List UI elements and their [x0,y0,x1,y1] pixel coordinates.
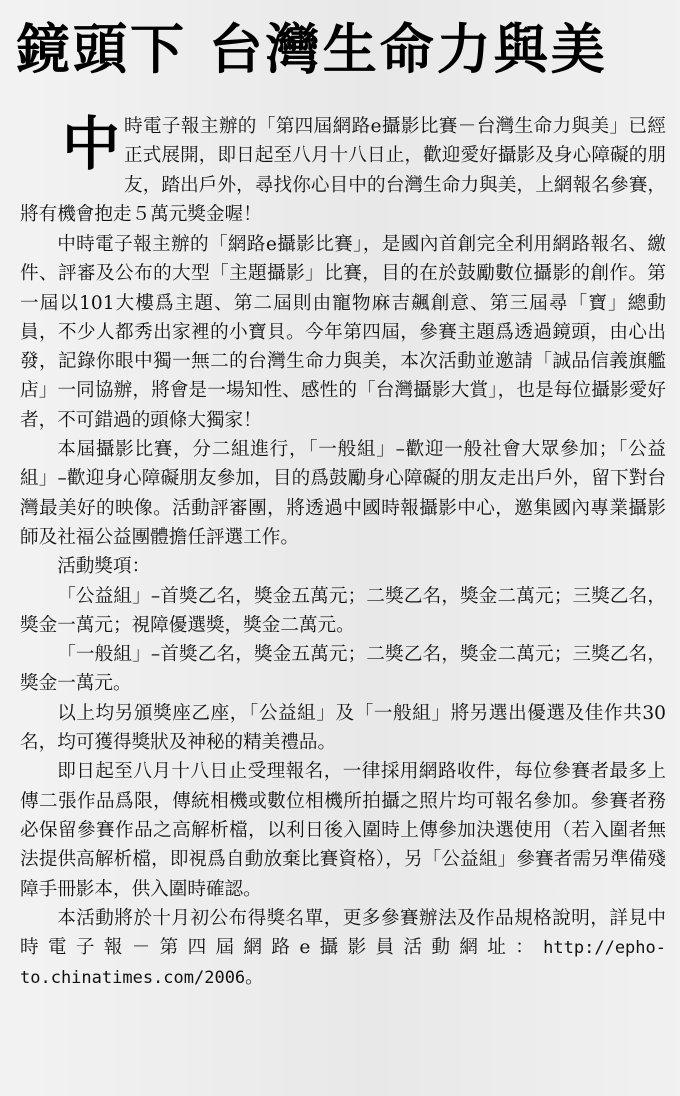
announcement-end: 。 [245,967,264,989]
headline: 鏡頭下 台灣生命力與美 [16,18,608,81]
paragraph-groups: 本屆攝影比賽，分二組進行，「一般組」–歡迎一般社會大眾參加；「公益組」–歡迎身心障礙朋友參加，目的爲鼓勵身心障礙的朋友走出戶外，留下對台灣最美好的映像。活動評審團，將透過中國時報攝影中心，邀集國內專業攝影師及社福公益團體擔任評選工作。 [20,439,666,548]
paragraph-general-group-awards: 「一般組」–首獎乙名，獎金五萬元；二獎乙名，獎金二萬元；三獎乙名，獎金一萬元。 [20,644,666,695]
article-body [20,112,666,994]
paragraph-awards-heading: 活動獎項： [57,556,151,578]
intro-text: 時電子報主辦的「第四屆網路e攝影比賽－台灣生命力與美」已經正式展開，即日起至八月十八日止，歡迎愛好攝影及身心障礙的朋友，踏出戶外，尋找你心目中的台灣生命力與美，上網報名參賽，將有機會抱走５萬元獎金喔！ [20,116,666,225]
paragraph-history: 中時電子報主辦的「網路e攝影比賽」，是國內首創完全利用網路報名、繳件、評審及公布的大型「主題攝影」比賽，目的在於鼓勵數位攝影的創作。第一屆以101大樓爲主題、第二屆則由寵物麻吉飆創意、第三屆尋「寶」總動員，不少人都秀出家裡的小寶貝。今年第四屆，參賽主題爲透過鏡頭，由心出發，記錄你眼中獨一無二的台灣生命力與美，本次活動並邀請「誠品信義旗艦店」一同協辦，將會是一場知性、感性的「台灣攝影大賞」，也是每位攝影愛好者，不可錯過的頭條大獨家！ [20,234,666,431]
announcement-text: 本活動將於十月初公布得獎名單，更多參賽辦法及作品規格說明，詳見中時電子報－第四屆網路e攝影員活動網址： [20,907,666,959]
paragraph-public-group-awards: 「公益組」–首獎乙名，獎金五萬元；二獎乙名，獎金二萬元；三獎乙名，獎金一萬元；視障優選獎，獎金二萬元。 [20,585,666,636]
paragraph-extra-awards: 以上均另頒獎座乙座，「公益組」及「一般組」將另選出優選及佳作共30名，均可獲得獎狀及神秘的精美禮品。 [20,702,666,754]
drop-cap: 中 [62,110,121,178]
paragraph-registration: 即日起至八月十八日止受理報名，一律採用網路收件，每位參賽者最多上傳二張作品爲限，傳統相機或數位相機所拍攝之照片均可報名參加。參賽者務必保留參賽作品之高解析檔，以利日後入圍時上傳參加決選使用（若入圍者無法提供高解析檔，即視爲自動放棄比賽資格），另「公益組」參賽者需另準備殘障手冊影本，供入圍時確認。 [20,761,666,900]
event-url: http://epho-to.chinatimes.com/2006 [20,938,666,989]
intro-paragraph [20,112,666,230]
paragraph-announcement [20,904,666,994]
